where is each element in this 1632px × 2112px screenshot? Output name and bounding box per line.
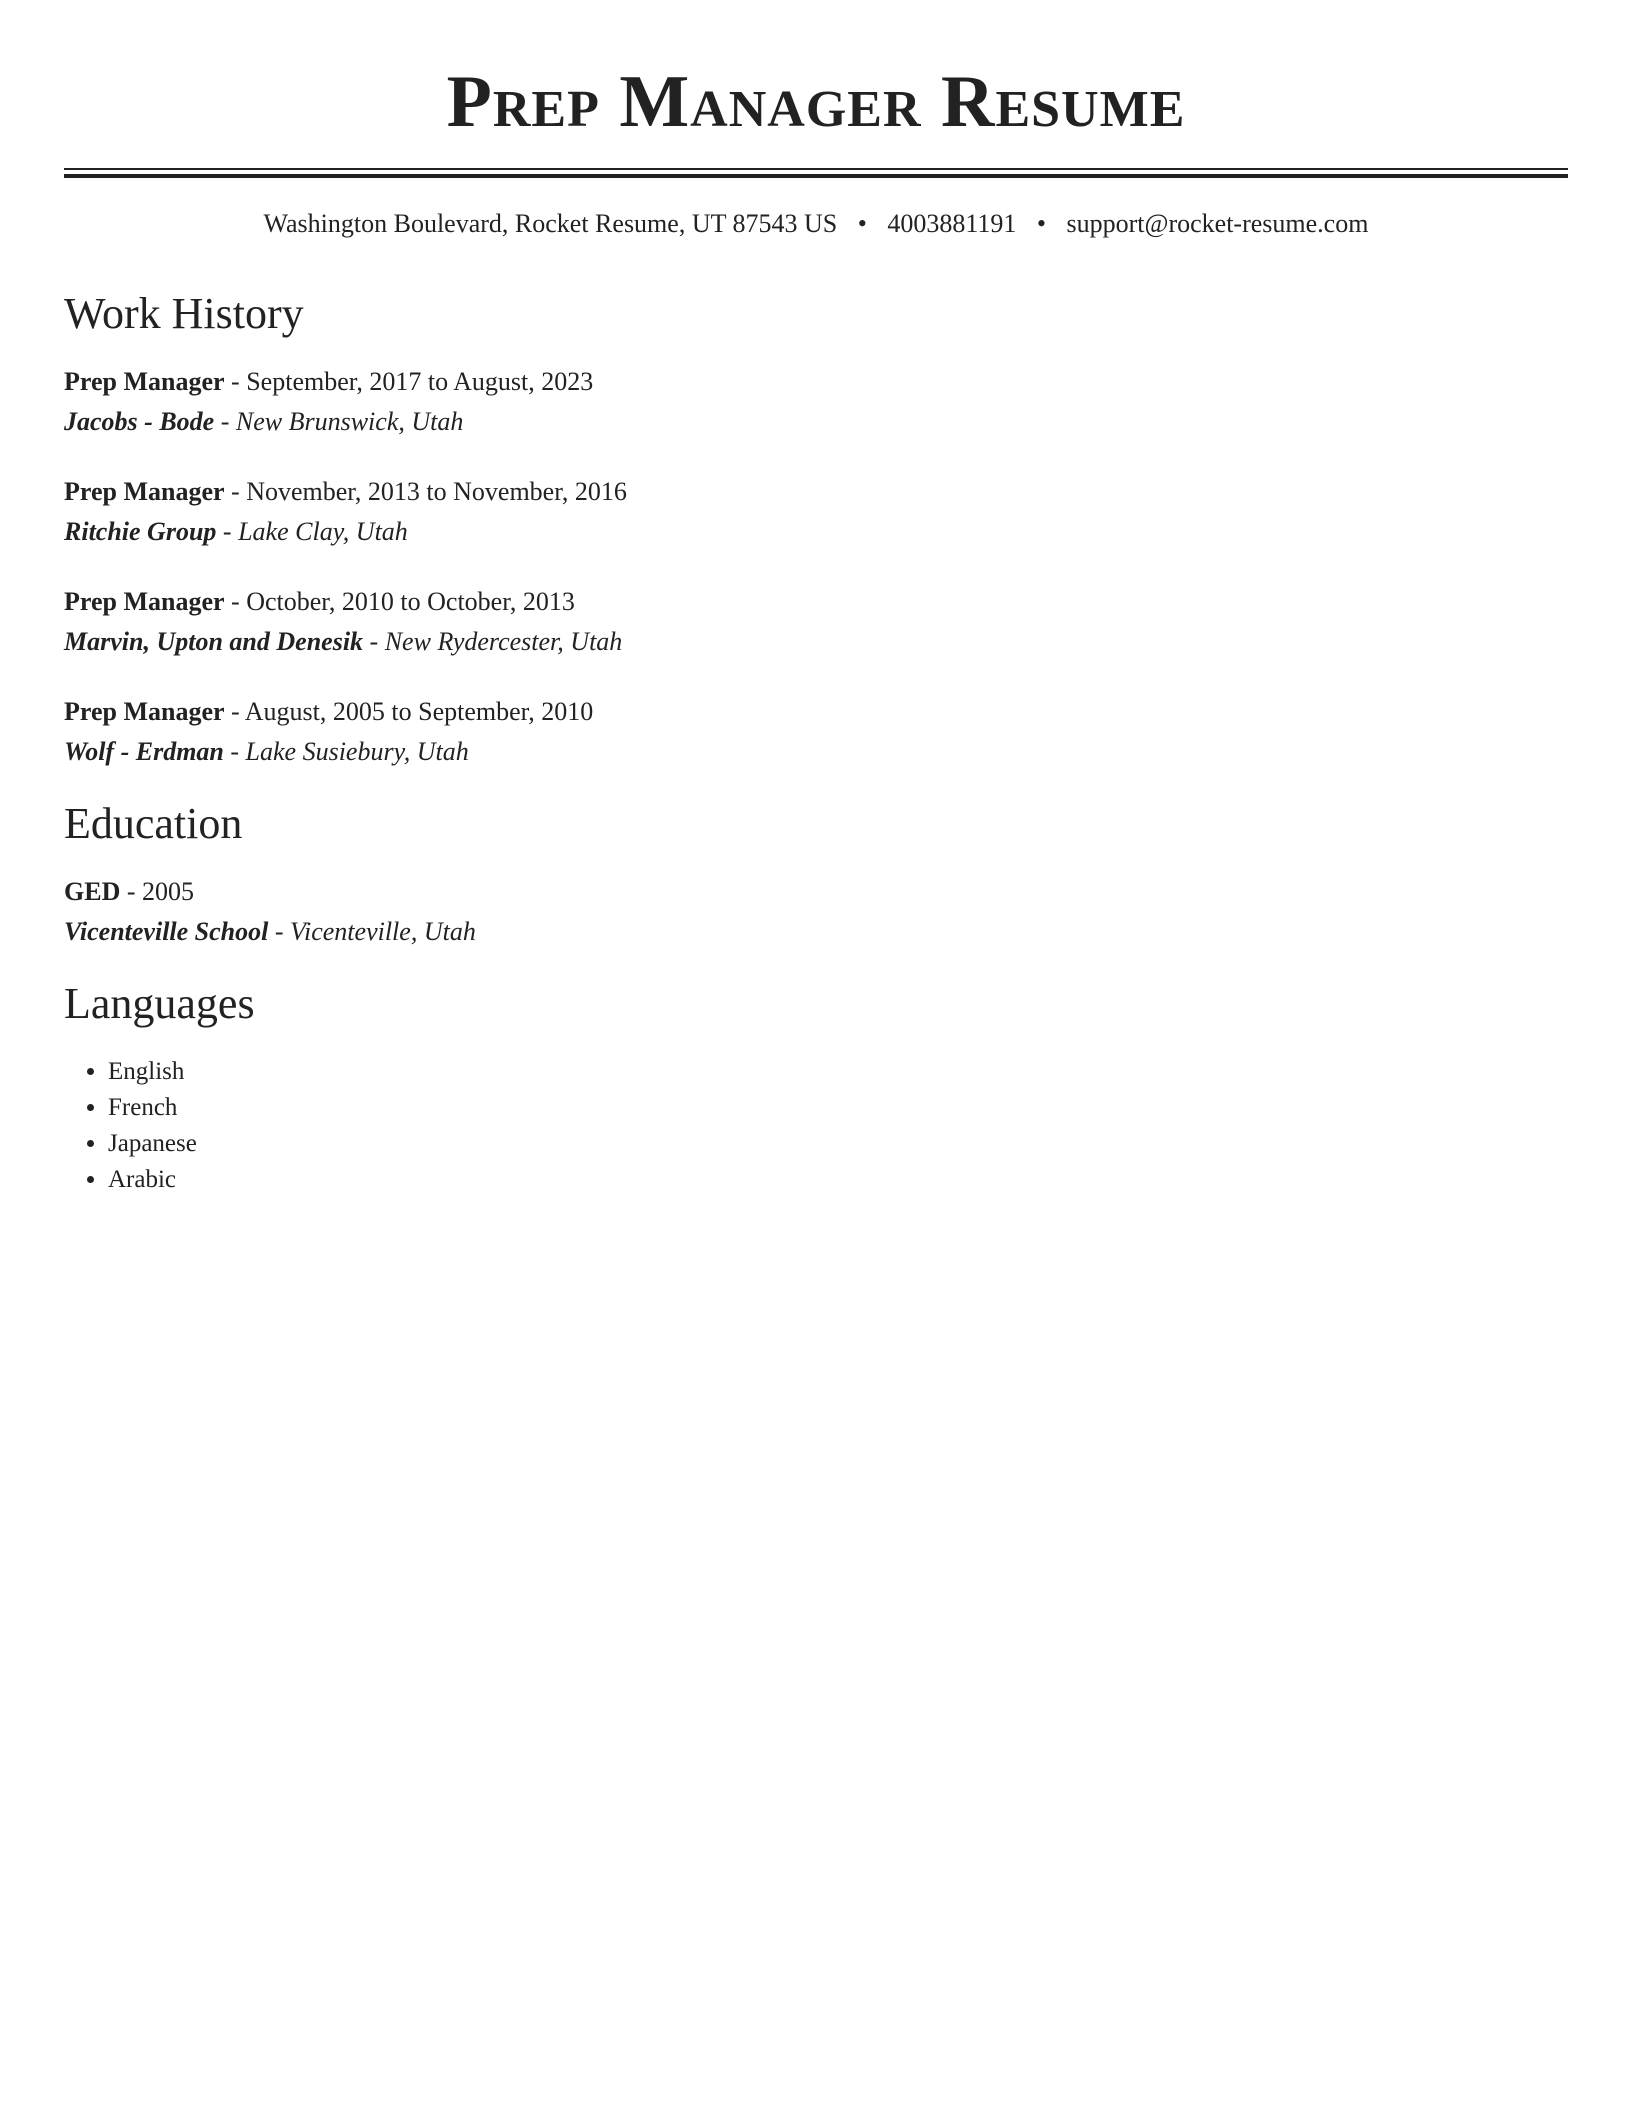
resume-title: Prep Manager Resume [446,61,1186,143]
education-school: Vicenteville School [64,917,269,946]
language-item: • Arabic [108,1162,1568,1198]
job-role: Prep Manager [64,697,225,726]
contact-phone: 4003881191 [887,209,1017,238]
contact-separator: • [857,209,867,238]
language-item: • English [108,1054,1568,1090]
job-dates: August, 2005 to September, 2010 [244,697,594,726]
job-location: Lake Susiebury, Utah [245,737,469,766]
job-company: Ritchie Group [64,517,217,546]
job-company: Wolf - Erdman [64,737,224,766]
education-heading: Education [64,799,243,848]
job-role: Prep Manager [64,367,225,396]
education-entry: GED - 2005 Vicenteville School - Vicenteville, Utah [64,877,476,946]
title-divider [64,168,1568,178]
education-location: Vicenteville, Utah [290,917,476,946]
work-entry: Prep Manager - September, 2017 to August, 2023 Jacobs - Bode - New Brunswick, Utah [64,367,594,436]
language-item: • French [108,1090,1568,1126]
job-dates: November, 2013 to November, 2016 [246,477,627,506]
work-entry: Prep Manager - August, 2005 to September, 2010 Wolf - Erdman - Lake Susiebury, Utah [64,697,594,766]
job-company: Jacobs - Bode [64,407,215,436]
job-role: Prep Manager [64,587,225,616]
contact-email: support@rocket-resume.com [1066,209,1369,238]
work-entry: Prep Manager - October, 2010 to October, 2013 Marvin, Upton and Denesik - New Rydercester, Utah [64,587,623,656]
job-location: New Brunswick, Utah [235,407,464,436]
languages-list [64,1054,1568,1198]
contact-line [64,206,1568,242]
work-entry: Prep Manager - November, 2013 to November, 2016 Ritchie Group - Lake Clay, Utah [64,477,627,546]
job-location: Lake Clay, Utah [238,517,408,546]
job-location: New Rydercester, Utah [384,627,623,656]
job-role: Prep Manager [64,477,225,506]
languages-heading: Languages [64,979,255,1028]
contact-separator: • [1036,209,1047,238]
job-dates: October, 2010 to October, 2013 [246,587,575,616]
language-item: • Japanese [108,1126,1568,1162]
education-degree: GED [64,877,121,906]
job-company: Marvin, Upton and Denesik [64,627,364,656]
education-year: 2005 [142,877,195,906]
work-history-heading: Work History [64,289,304,338]
job-dates: September, 2017 to August, 2023 [246,367,594,396]
contact-address: Washington Boulevard, Rocket Resume, UT 87543 US [263,209,838,238]
